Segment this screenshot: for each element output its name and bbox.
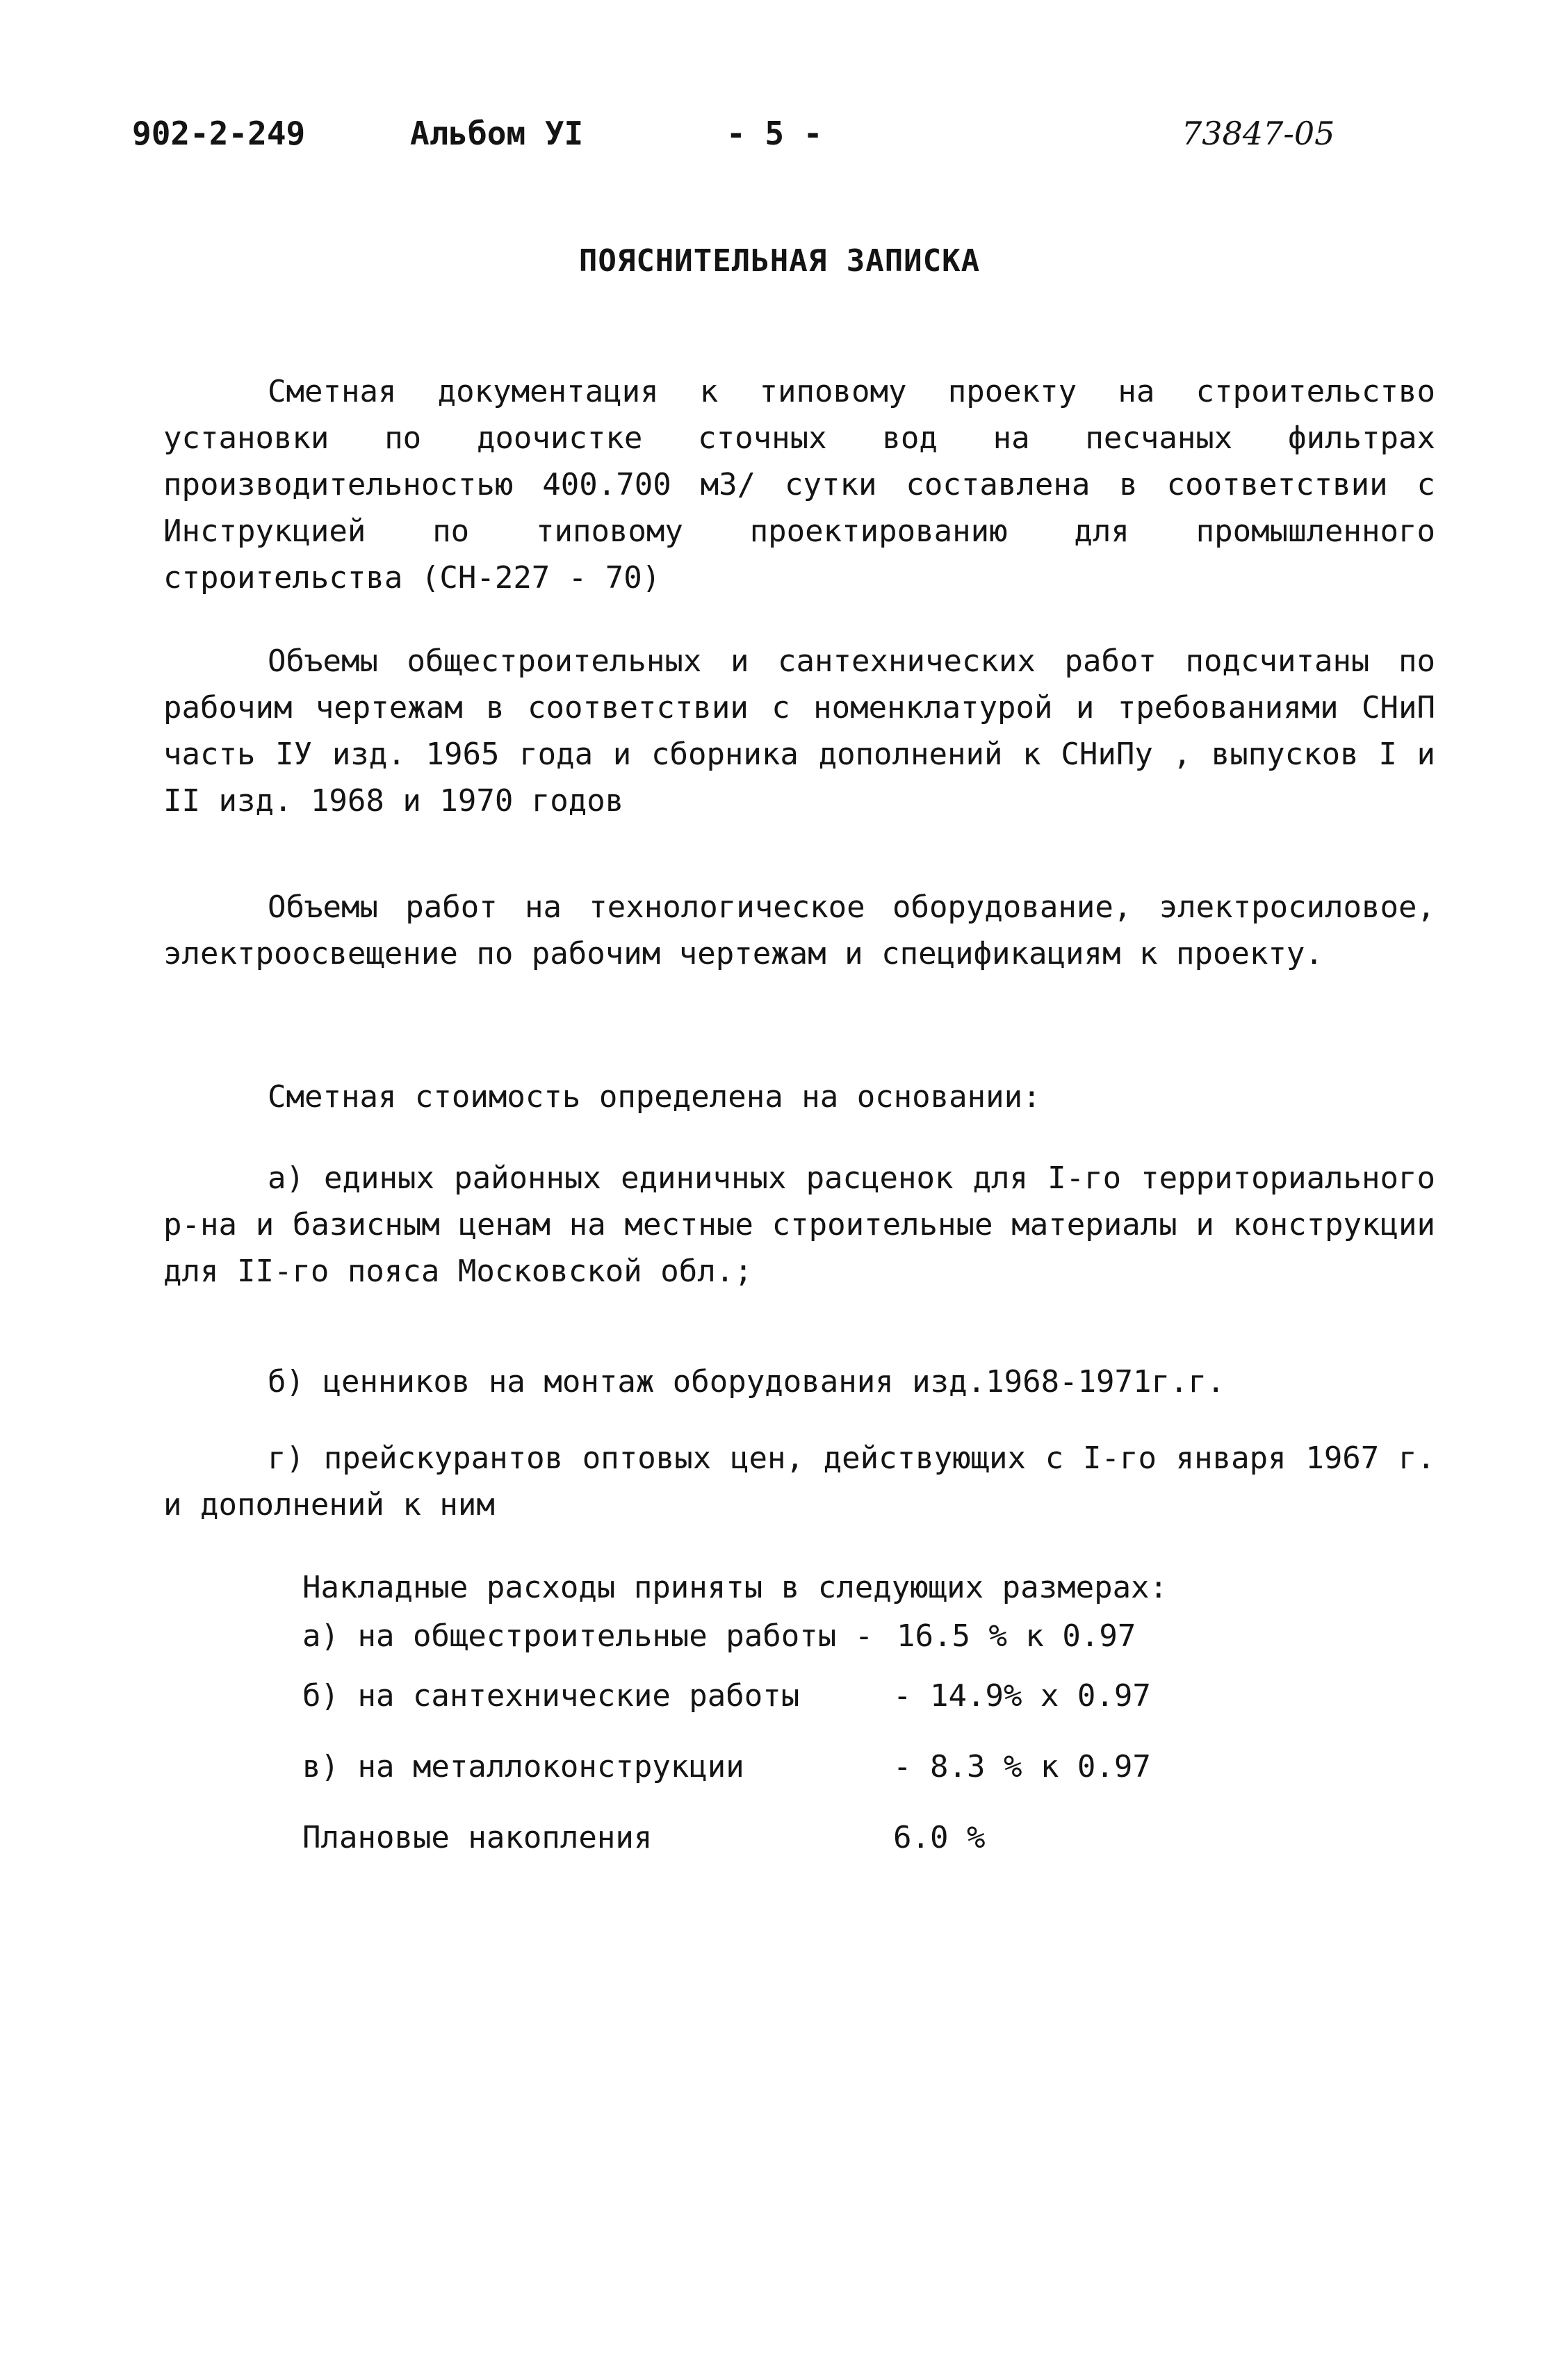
overhead-row xyxy=(302,1732,1414,1803)
paragraph-volumes-equipment: Объемы работ на технологическое оборудование, электросиловое, электроосвещение по рабочим чертежам и спецификациям к проекту. xyxy=(163,889,1435,971)
list-item-b: б) ценников на монтаж оборудования изд.1968-1971г.г. xyxy=(268,1364,1225,1400)
overhead-row-value: - 8.3 % к 0.97 xyxy=(893,1749,1151,1784)
project-code: 902-2-249 xyxy=(132,115,306,152)
sheet-code: 73847-05 xyxy=(1182,115,1335,152)
overhead-row-label: Плановые накопления xyxy=(302,1820,653,1855)
page-title: ПОЯСНИТЕЛЬНАЯ ЗАПИСКА xyxy=(578,243,981,279)
overhead-row xyxy=(302,1661,1414,1732)
overhead-row-value: 16.5 % к 0.97 xyxy=(897,1618,1136,1654)
list-item-g: г) прейскурантов оптовых цен, действующих с I-го января 1967 г. и дополнений к ним xyxy=(163,1441,1435,1523)
list-item-a: а) единых районных единичных расценок для I-го территориального р-на и базисным ценам на местные строительные материалы и конструкции для II-го пояса Московской обл.; xyxy=(163,1160,1435,1289)
overhead-heading: Накладные расходы приняты в следующих размерах: xyxy=(302,1570,1168,1605)
overhead-row xyxy=(302,1803,1414,1873)
overhead-row xyxy=(302,1612,1414,1661)
page-number: - 5 - xyxy=(726,115,823,152)
overhead-row-label: б) на сантехнические работы xyxy=(302,1678,800,1714)
overhead-rates xyxy=(302,1564,1414,1873)
overhead-row-label: а) на общестроительные работы - xyxy=(302,1618,874,1654)
overhead-row-value: - 14.9% х 0.97 xyxy=(893,1678,1151,1714)
album-label: Альбом УI xyxy=(410,115,584,152)
paragraph-volumes-construction: Объемы общестроительных и сантехнических работ подсчитаны по рабочим чертежам в соответствии с номенклатурой и требованиями СНиП часть IУ изд. 1965 года и сборника дополнений к СНиПу , выпусков I и II изд. 1968 и 1970 годов xyxy=(163,643,1435,819)
paragraph-cost-basis: Сметная стоимость определена на основании: xyxy=(268,1079,1041,1115)
overhead-row-label: в) на металлоконструкции xyxy=(302,1749,744,1784)
overhead-row-value: 6.0 % xyxy=(893,1820,986,1855)
paragraph-scope: Сметная документация к типовому проекту на строительство установки по доочистке сточных вод на песчаных фильтрах производительностью 400.700 м3/ сутки составлена в соответствии с Инструкцией по типовому проектированию для промышленного строительства (СН-227 - 70) xyxy=(163,374,1435,596)
